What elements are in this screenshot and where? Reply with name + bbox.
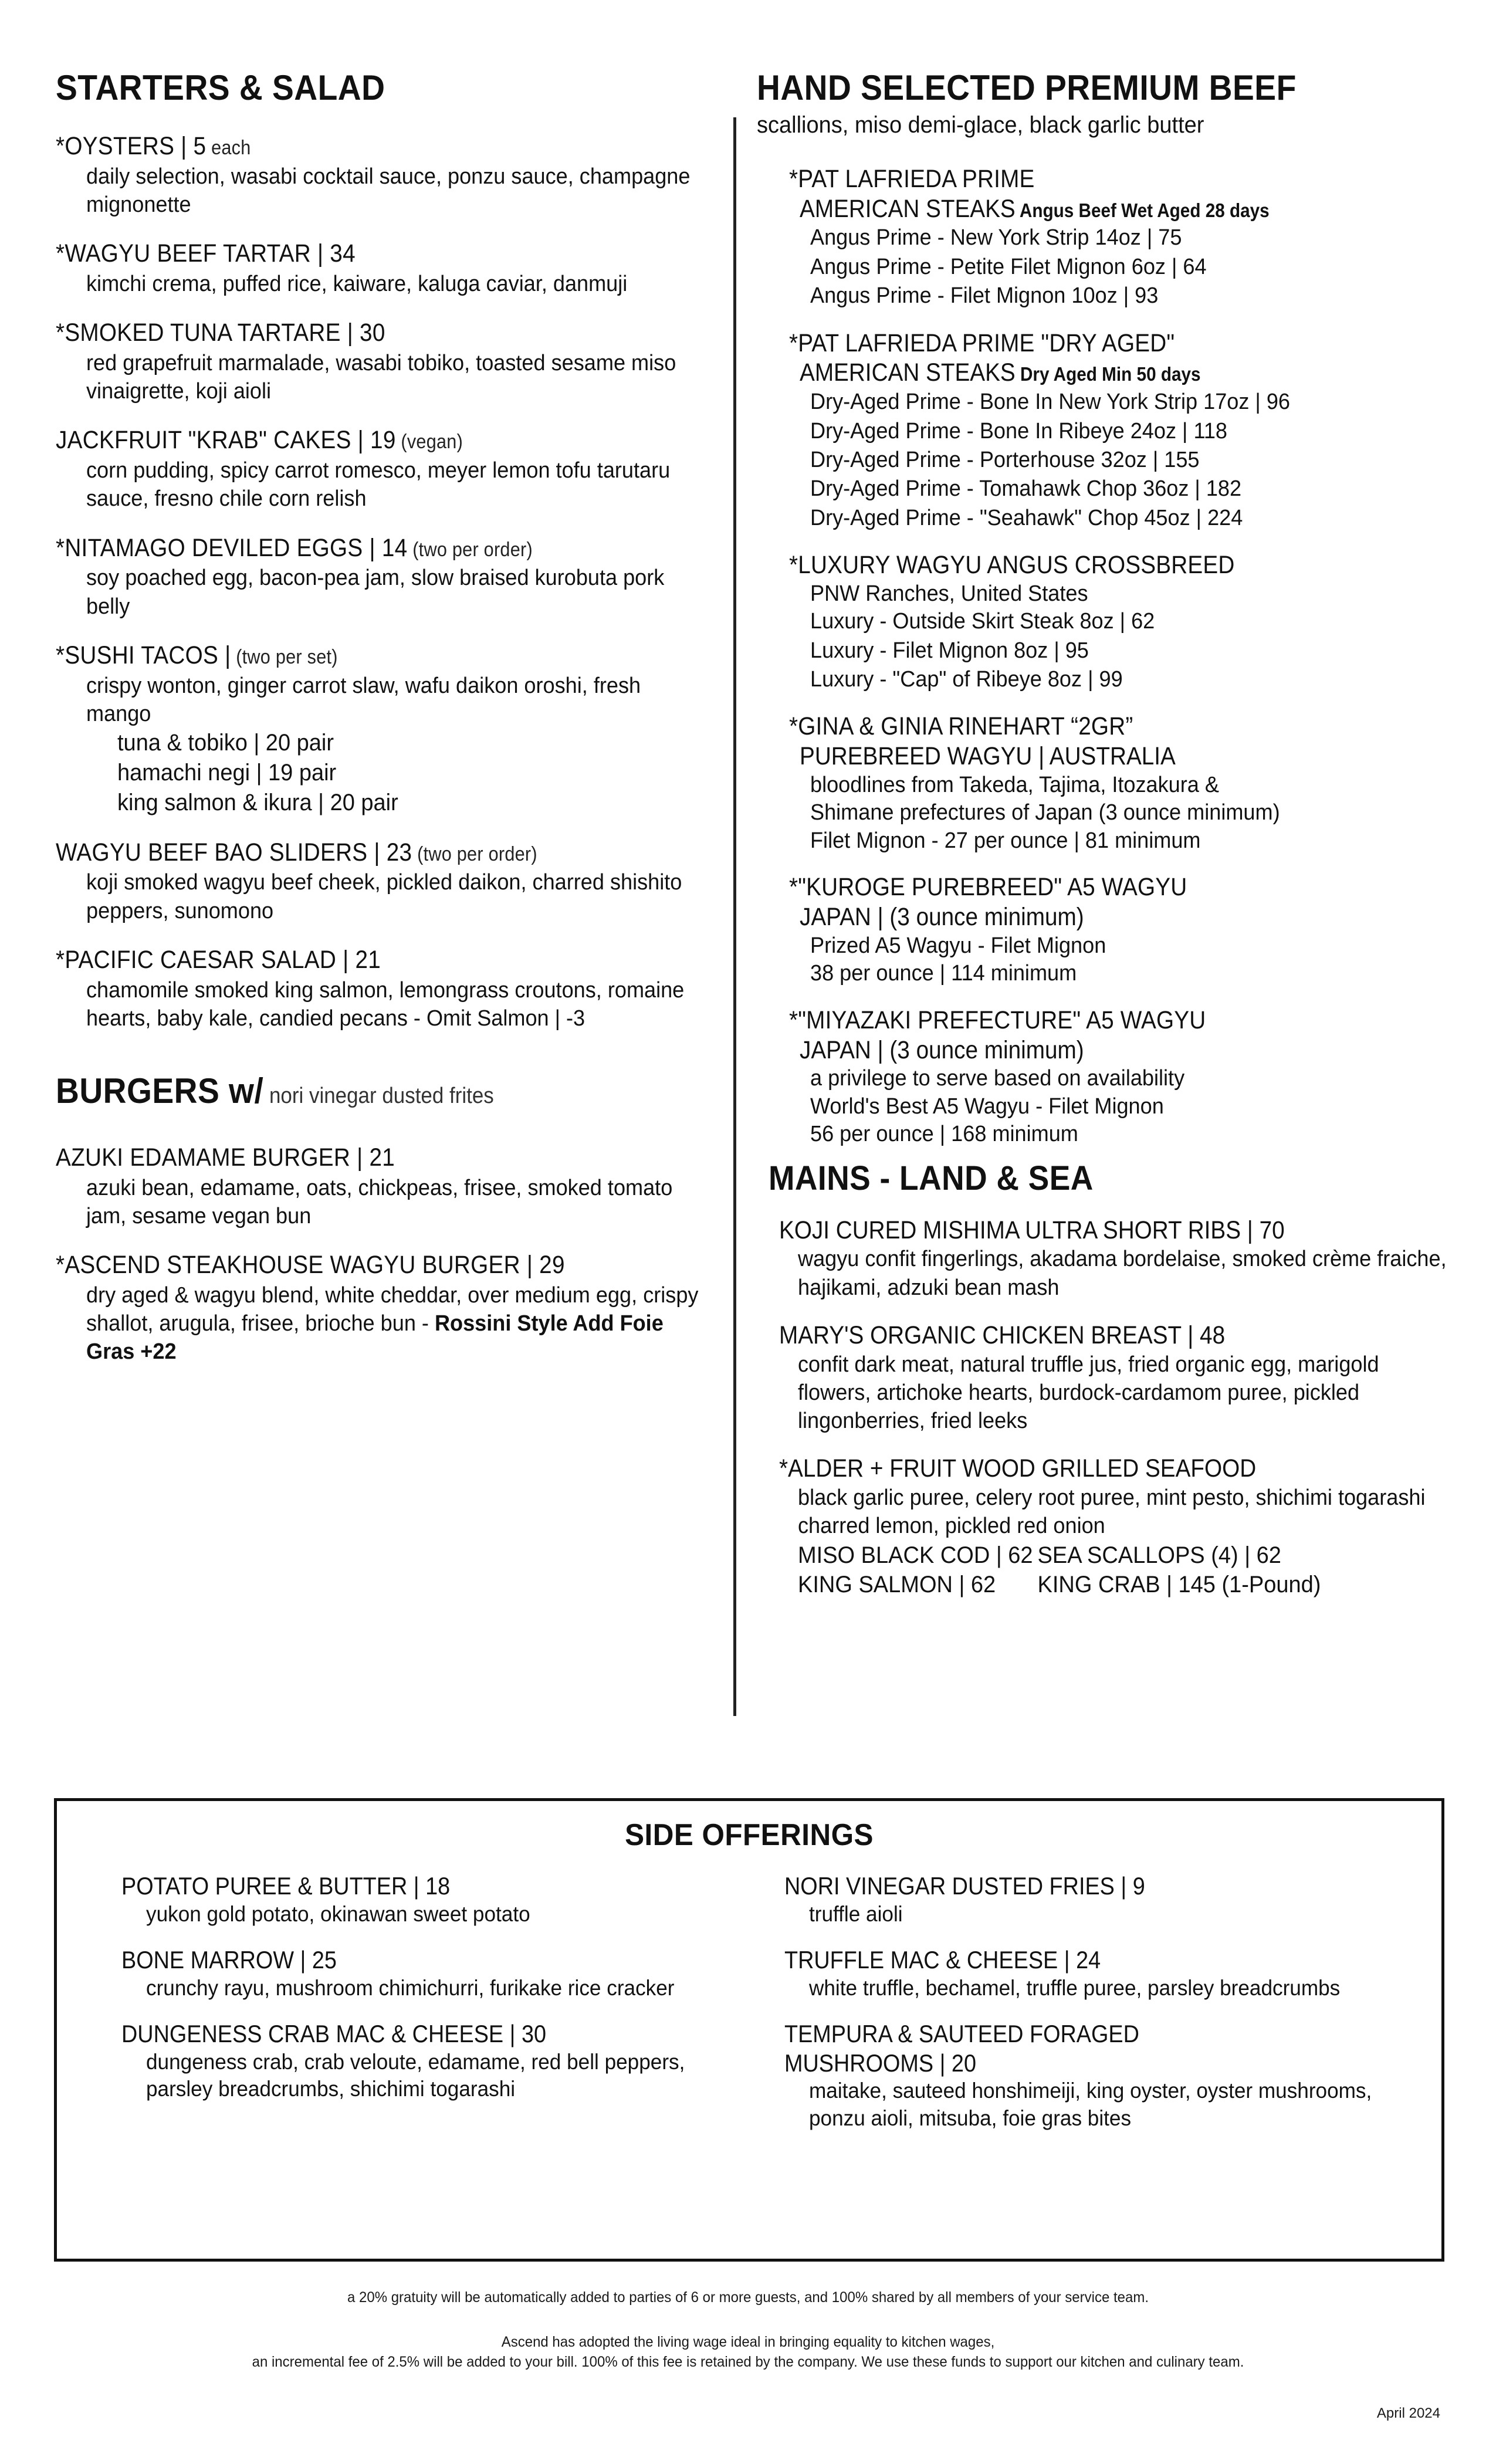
- side-item-truffle-mac-cheese: [784, 1945, 1441, 2002]
- menu-item-azuki-edamame-burger: [56, 1143, 733, 1230]
- menu-item-alder-fruit-wood-grilled-seafood: [779, 1454, 1490, 1599]
- beef-group-note: a privilege to serve based on availability: [810, 1066, 1185, 1091]
- seafood-cell: KING CRAB | 145 (1-Pound): [1037, 1571, 1321, 1597]
- footer-line-incremental-fee: an incremental fee of 2.5% will be added to your bill. 100% of this fee is retained by the company. We use these funds to support our kitchen and culinary team.: [252, 2353, 1244, 2370]
- footer-spacer: [30, 2308, 1466, 2333]
- seafood-cell: MISO BLACK COD | 62: [798, 1542, 1033, 1568]
- item-title: AZUKI EDAMAME BURGER | 21: [56, 1143, 395, 1172]
- side-offerings-box: [54, 1798, 1444, 2262]
- item-description: black garlic puree, celery root puree, mint pesto, shichimi togarashi charred lemon, pickled red onion: [798, 1485, 1426, 1539]
- item-title: MARY'S ORGANIC CHICKEN BREAST | 48: [779, 1321, 1226, 1349]
- beef-cut-line: Dry-Aged Prime - Tomahawk Chop 36oz | 182: [810, 476, 1242, 502]
- side-item-bone-marrow: [121, 1945, 749, 2002]
- beef-group-pat-lafrieda-prime: [789, 164, 1490, 311]
- menu-columns: [0, 70, 1496, 1754]
- column-divider: [733, 117, 736, 1716]
- beef-group-origin: PNW Ranches, United States: [810, 581, 1088, 606]
- beef-group-name: *GINA & GINIA RINEHART “2GR”: [789, 712, 1133, 741]
- side-item-dungeness-crab-mac-cheese: [121, 2019, 749, 2103]
- beef-cut-line: Angus Prime - New York Strip 14oz | 75: [810, 225, 1182, 251]
- beef-cut-line: Dry-Aged Prime - Bone In New York Strip 17oz | 96: [810, 390, 1291, 415]
- footer-line-living-wage: Ascend has adopted the living wage ideal in bringing equality to kitchen wages,: [501, 2333, 995, 2350]
- menu-item-wagyu-beef-tartar: [56, 239, 733, 298]
- beef-aging-note: Angus Beef Wet Aged 28 days: [1015, 199, 1270, 221]
- side-item-tempura-sauteed-foraged-mushrooms: [784, 2019, 1441, 2132]
- beef-group-kuroge-purebreed-a5-wagyu: [789, 872, 1490, 987]
- menu-item-smoked-tuna-tartare: [56, 318, 733, 405]
- burgers-heading: BURGERS w/ nori vinegar dusted frites: [56, 1071, 494, 1111]
- beef-cut-line: Luxury - Outside Skirt Steak 8oz | 62: [810, 609, 1155, 634]
- menu-item-sushi-tacos: [56, 641, 733, 818]
- menu-item-pacific-caesar-salad: [56, 945, 733, 1033]
- right-column: [757, 70, 1490, 1618]
- menu-item-koji-cured-mishima-short-ribs: [779, 1216, 1490, 1302]
- beef-group-name: *LUXURY WAGYU ANGUS CROSSBREED: [789, 551, 1235, 580]
- footer-line-gratuity: a 20% gratuity will be automatically added to parties of 6 or more guests, and 100% shared by all members of your service team.: [347, 2289, 1149, 2306]
- beef-cut-line: Luxury - "Cap" of Ribeye 8oz | 99: [810, 666, 1123, 692]
- item-description: corn pudding, spicy carrot romesco, meyer lemon tofu tarutaru sauce, fresno chile corn relish: [86, 458, 671, 512]
- beef-group-subname: AMERICAN STEAKS Angus Beef Wet Aged 28 days: [800, 194, 1270, 223]
- burgers-heading-suffix: nori vinegar dusted frites: [263, 1084, 494, 1109]
- side-offerings-right-column: [749, 1871, 1441, 2150]
- item-description: daily selection, wasabi cocktail sauce, ponzu sauce, champagne mignonette: [86, 164, 691, 217]
- item-title: *OYSTERS | 5 each: [56, 132, 251, 160]
- item-note: each: [206, 137, 251, 159]
- menu-item-marys-organic-chicken-breast: [779, 1321, 1490, 1435]
- side-offerings-columns: [57, 1871, 1441, 2150]
- beef-group-note: 56 per ounce | 168 minimum: [810, 1122, 1078, 1147]
- mains-section: [757, 1159, 1490, 1599]
- beef-group-subname: JAPAN | (3 ounce minimum): [800, 903, 1084, 932]
- item-note: (vegan): [395, 431, 463, 453]
- item-description: azuki bean, edamame, oats, chickpeas, frisee, smoked tomato jam, sesame vegan bun: [86, 1175, 673, 1228]
- item-description: truffle aioli: [809, 1901, 903, 1926]
- item-note: (two per order): [407, 538, 533, 561]
- item-title: WAGYU BEEF BAO SLIDERS | 23 (two per order): [56, 838, 537, 867]
- side-item-potato-puree-butter: [121, 1871, 749, 1928]
- item-title: *PACIFIC CAESAR SALAD | 21: [56, 945, 381, 974]
- item-description: maitake, sauteed honshimeiji, king oyster, oyster mushrooms, ponzu aioli, mitsuba, foie gras bites: [809, 2079, 1372, 2131]
- item-description: dry aged & wagyu blend, white cheddar, over medium egg, crispy shallot, arugula, frisee, brioche bun - Rossini Style Add Foie Gras +22: [86, 1282, 699, 1365]
- seafood-cell: KING SALMON | 62: [798, 1571, 996, 1597]
- beef-group-note: Filet Mignon - 27 per ounce | 81 minimum: [810, 828, 1201, 853]
- item-description-emphasis: Rossini Style Add Foie Gras +22: [86, 1311, 664, 1365]
- item-description: confit dark meat, natural truffle jus, fried organic egg, marigold flowers, artichoke hearts, burdock-cardamom puree, pickled lingonberries, fried leeks: [798, 1352, 1379, 1434]
- item-title: *WAGYU BEEF TARTAR | 34: [56, 239, 356, 268]
- item-title: DUNGENESS CRAB MAC & CHEESE | 30: [121, 2020, 547, 2048]
- seafood-row: [798, 1570, 1456, 1599]
- sub-item-line: hamachi negi | 19 pair: [117, 759, 337, 786]
- beef-cut-line: Dry-Aged Prime - "Seahawk" Chop 45oz | 224: [810, 505, 1243, 530]
- menu-item-wagyu-beef-bao-sliders: [56, 838, 733, 925]
- footer-date: April 2024: [1376, 2405, 1440, 2421]
- beef-group-2gr-purebreed-wagyu: [789, 712, 1490, 855]
- sub-item-line: tuna & tobiko | 20 pair: [117, 730, 334, 756]
- beef-group-note: 38 per ounce | 114 minimum: [810, 961, 1077, 986]
- beef-group-name: *PAT LAFRIEDA PRIME "DRY AGED": [789, 329, 1175, 357]
- menu-item-jackfruit-krab-cakes: [56, 425, 733, 513]
- item-title: *NITAMAGO DEVILED EGGS | 14 (two per order): [56, 533, 533, 562]
- item-title: *SMOKED TUNA TARTARE | 30: [56, 319, 385, 347]
- item-title: TRUFFLE MAC & CHEESE | 24: [784, 1946, 1101, 1974]
- beef-group-subname: AMERICAN STEAKS Dry Aged Min 50 days: [800, 358, 1201, 387]
- beef-group-miyazaki-prefecture-a5-wagyu: [789, 1006, 1490, 1149]
- side-offerings-left-column: [57, 1871, 749, 2150]
- beef-cut-line: Luxury - Filet Mignon 8oz | 95: [810, 638, 1089, 663]
- left-column: [56, 70, 733, 1386]
- item-title: POTATO PUREE & BUTTER | 18: [121, 1872, 451, 1900]
- beef-cut-line: Dry-Aged Prime - Bone In Ribeye 24oz | 118: [810, 418, 1228, 444]
- premium-beef-subheading: scallions, miso demi-glace, black garlic butter: [757, 112, 1204, 138]
- menu-item-oysters: [56, 131, 733, 219]
- beef-group-subname: JAPAN | (3 ounce minimum): [800, 1035, 1084, 1064]
- item-description: chamomile smoked king salmon, lemongrass croutons, romaine hearts, baby kale, candied pecans - Omit Salmon | -3: [86, 977, 685, 1031]
- item-description: koji smoked wagyu beef cheek, pickled daikon, charred shishito peppers, sunomono: [86, 870, 682, 923]
- item-title: *SUSHI TACOS | (two per set): [56, 641, 338, 669]
- item-title: *ASCEND STEAKHOUSE WAGYU BURGER | 29: [56, 1251, 565, 1280]
- item-description: dungeness crab, crab veloute, edamame, red bell peppers, parsley breadcrumbs, shichimi togarashi: [146, 2049, 685, 2101]
- beef-group-pat-lafrieda-dry-aged: [789, 329, 1490, 533]
- beef-group-name: *"MIYAZAKI PREFECTURE" A5 WAGYU: [789, 1006, 1206, 1034]
- side-item-nori-vinegar-dusted-fries: [784, 1871, 1441, 1928]
- beef-group-note: Shimane prefectures of Japan (3 ounce minimum): [810, 800, 1280, 825]
- menu-item-ascend-steakhouse-wagyu-burger: [56, 1250, 733, 1366]
- beef-group-note: World's Best A5 Wagyu - Filet Mignon: [810, 1094, 1164, 1119]
- seafood-cell: SEA SCALLOPS (4) | 62: [1037, 1542, 1281, 1568]
- item-description: yukon gold potato, okinawan sweet potato: [146, 1901, 530, 1926]
- premium-beef-heading: HAND SELECTED PREMIUM BEEF: [757, 68, 1297, 107]
- item-description: white truffle, bechamel, truffle puree, parsley breadcrumbs: [809, 1975, 1341, 2000]
- beef-cut-line: Angus Prime - Filet Mignon 10oz | 93: [810, 283, 1159, 309]
- menu-item-nitamago-deviled-eggs: [56, 533, 733, 621]
- beef-group-name: *"KUROGE PUREBREED" A5 WAGYU: [789, 873, 1187, 902]
- item-title: *ALDER + FRUIT WOOD GRILLED SEAFOOD: [779, 1454, 1257, 1483]
- item-description: wagyu confit fingerlings, akadama bordelaise, smoked crème fraiche, hajikami, adzuki bean mash: [798, 1247, 1447, 1300]
- beef-cut-line: Angus Prime - Petite Filet Mignon 6oz | 64: [810, 254, 1207, 279]
- item-title: NORI VINEGAR DUSTED FRIES | 9: [784, 1872, 1145, 1900]
- item-description: kimchi crema, puffed rice, kaiware, kaluga caviar, danmuji: [86, 271, 628, 296]
- beef-cut-line: Dry-Aged Prime - Porterhouse 32oz | 155: [810, 447, 1200, 472]
- seafood-row: [798, 1541, 1456, 1570]
- item-description: crispy wonton, ginger carrot slaw, wafu daikon oroshi, fresh mango: [86, 673, 641, 726]
- item-description: soy poached egg, bacon-pea jam, slow braised kurobuta pork belly: [86, 566, 665, 619]
- item-note: (two per set): [231, 645, 338, 668]
- beef-group-note: bloodlines from Takeda, Tajima, Itozakura &: [810, 772, 1219, 797]
- beef-group-subname: PUREBREED WAGYU | AUSTRALIA: [800, 742, 1176, 771]
- item-title: KOJI CURED MISHIMA ULTRA SHORT RIBS | 70: [779, 1216, 1285, 1244]
- beef-group-luxury-wagyu-angus-crossbreed: [789, 550, 1490, 694]
- starters-heading: STARTERS & SALAD: [56, 68, 385, 107]
- seafood-price-grid: [798, 1541, 1456, 1599]
- footer-disclaimer: [30, 2288, 1466, 2372]
- sub-item-line: king salmon & ikura | 20 pair: [117, 789, 398, 815]
- beef-group-name: *PAT LAFRIEDA PRIME: [789, 165, 1035, 193]
- beef-group-note: Prized A5 Wagyu - Filet Mignon: [810, 933, 1106, 958]
- item-title: TEMPURA & SAUTEED FORAGED MUSHROOMS | 20: [784, 2020, 1139, 2077]
- side-offerings-heading: SIDE OFFERINGS: [625, 1818, 874, 1852]
- item-title: JACKFRUIT "KRAB" CAKES | 19 (vegan): [56, 426, 463, 455]
- item-note: (two per order): [412, 842, 537, 865]
- mains-heading: MAINS - LAND & SEA: [769, 1159, 1094, 1197]
- beef-aging-note: Dry Aged Min 50 days: [1015, 363, 1201, 385]
- item-title: BONE MARROW | 25: [121, 1946, 337, 1974]
- item-description: red grapefruit marmalade, wasabi tobiko, toasted sesame miso vinaigrette, koji aioli: [86, 350, 676, 404]
- item-description: crunchy rayu, mushroom chimichurri, furikake rice cracker: [146, 1975, 675, 2000]
